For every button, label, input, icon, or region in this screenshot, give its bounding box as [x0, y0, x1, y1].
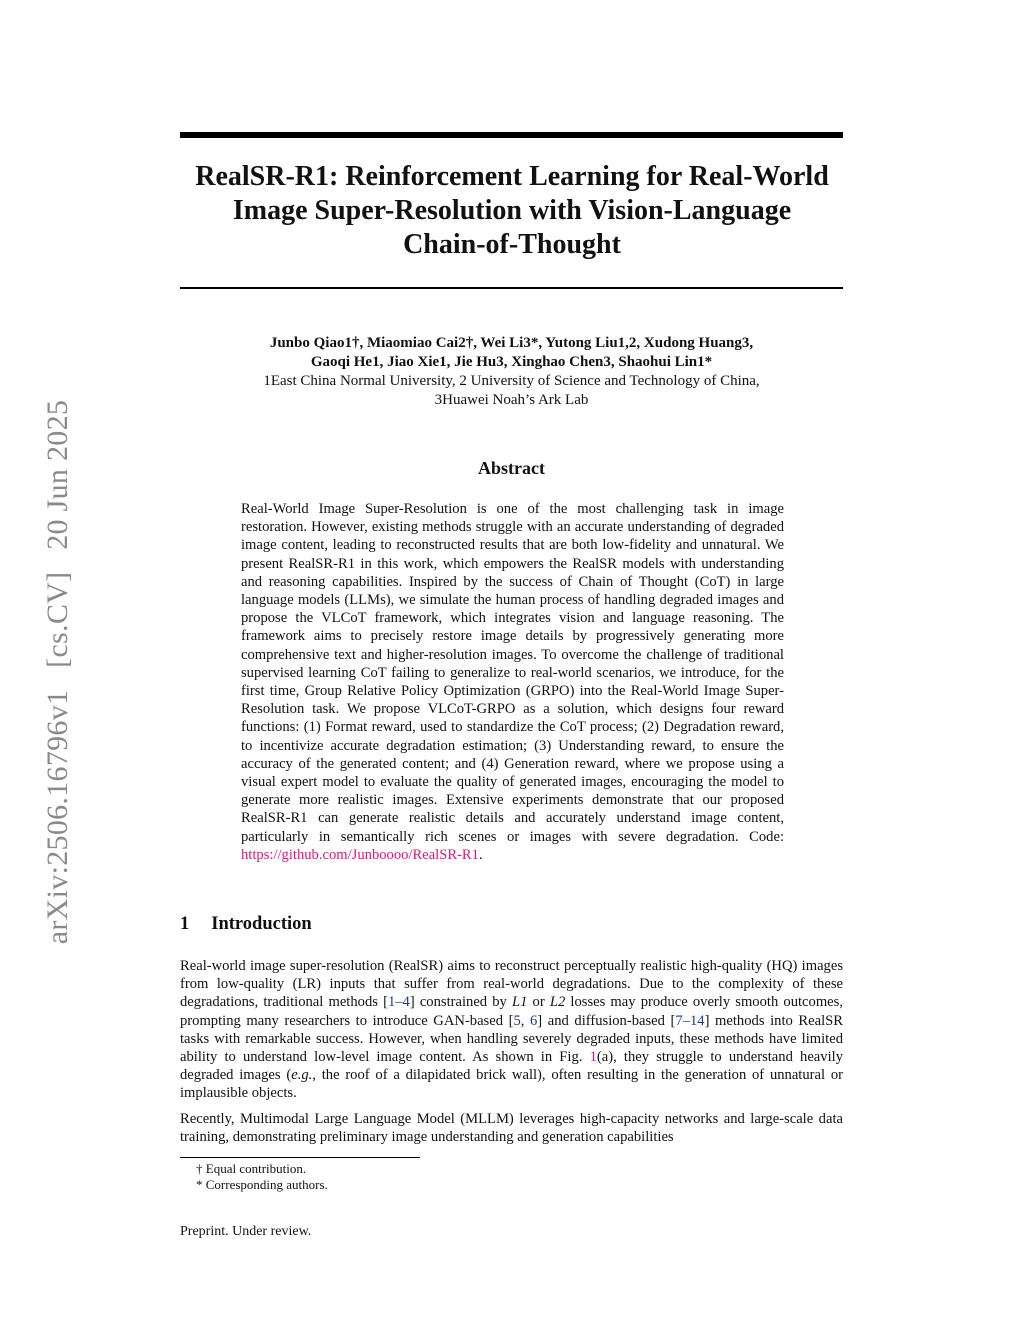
- text-run: or: [527, 994, 550, 1011]
- section-number: 1: [180, 914, 190, 934]
- text-run: (a), they struggle to understand heavily degraded images (: [180, 1049, 843, 1084]
- author-block: [180, 334, 843, 410]
- code-link[interactable]: https://github.com/Junboooo/RealSR-R1: [241, 846, 479, 863]
- paper-title: [150, 160, 874, 262]
- section-heading-introduction: [180, 914, 312, 935]
- figure-link[interactable]: 1: [589, 1049, 597, 1066]
- author-line-2: Gaoqi He1, Jiao Xie1, Jie Hu3, Xinghao Chen3, Shaohui Lin1*: [310, 354, 713, 370]
- abstract-end: .: [478, 846, 483, 863]
- title-top-rule: [180, 132, 843, 138]
- text-run: ,: [520, 1012, 530, 1029]
- introduction-body: [180, 957, 843, 1153]
- citation-link[interactable]: 7–14: [675, 1012, 705, 1029]
- citation-link[interactable]: 6: [530, 1012, 538, 1029]
- math-l2: L2: [549, 994, 566, 1011]
- text-run: ] and diffusion-based [: [537, 1012, 676, 1029]
- text-run: ] constrained by: [409, 994, 512, 1011]
- footnote-rule: [180, 1157, 420, 1158]
- citation-link[interactable]: 5: [513, 1012, 521, 1029]
- arxiv-sidebar: [41, 386, 75, 944]
- footnotes: [196, 1161, 328, 1193]
- section-title: Introduction: [211, 914, 312, 934]
- text-run: ] methods into RealSR tasks with remarkable success. However, when handling severely degraded inputs, these methods have limited ability to understand low-level image content. As shown in Fig.: [180, 1012, 843, 1066]
- text-run: , the roof of a dilapidated brick wall), often resulting in the generation of unnatural or implausible objects.: [180, 1067, 843, 1102]
- math-l1: L1: [511, 994, 528, 1011]
- title-line-1: RealSR-R1: Reinforcement Learning for Real-World: [195, 161, 829, 192]
- text-run: losses may produce overly smooth outcomes, prompting many researchers to introduce GAN-based [: [180, 994, 843, 1029]
- affiliation-line-2: 3Huawei Noah’s Ark Lab: [434, 392, 589, 408]
- intro-paragraph-2: Recently, Multimodal Large Language Model (MLLM) leverages high-capacity networks and large-scale data training, demonstrating preliminary image understanding and generation capabilities: [180, 1110, 843, 1145]
- eg-italic: e.g.: [291, 1067, 313, 1084]
- arxiv-category: [cs.CV]: [41, 571, 74, 668]
- intro-paragraph-1: [180, 957, 843, 1103]
- citation-link[interactable]: 1–4: [387, 994, 410, 1011]
- author-line-1: Junbo Qiao1†, Miaomiao Cai2†, Wei Li3*, Yutong Liu1,2, Xudong Huang3,: [269, 335, 754, 351]
- preprint-footer: Preprint. Under review.: [180, 1224, 312, 1239]
- title-line-2: Image Super-Resolution with Vision-Language: [232, 195, 792, 226]
- abstract-heading: Abstract: [478, 458, 545, 478]
- arxiv-id: arXiv:2506.16796v1: [41, 689, 74, 945]
- title-bottom-rule: [180, 287, 843, 289]
- footnote-corresponding: * Corresponding authors.: [196, 1177, 328, 1192]
- abstract-body: Real-World Image Super-Resolution is one of the most challenging task in image restoration. However, existing methods struggle with an accurate understanding of degraded image content, leading to reconstructed results that are both low-fidelity and unnatural. We present RealSR-R1 in this work, which empowers the RealSR models with understanding and reasoning capabilities. Inspired by the success of Chain of Thought (CoT) in large language models (LLMs), we simulate the human process of handling degraded images and propose the VLCoT framework, which integrates vision and language reasoning. The framework aims to precisely restore image details by progressively generating more comprehensive text and higher-resolution images. To overcome the challenge of traditional supervised learning CoT failing to generalize to real-world scenarios, we introduce, for the first time, Group Relative Policy Optimization (GRPO) into the Real-World Image Super-Resolution task. We propose VLCoT-GRPO as a solution, which designs four reward functions: (1) Format reward, used to standardize the CoT process; (2) Degradation reward, to incentivize accurate degradation estimation; (3) Understanding reward, to ensure the accuracy of the generated content; and (4) Generation reward, where we propose using a visual expert model to evaluate the quality of generated images, encouraging the model to generate more realistic images. Extensive experiments demonstrate that our proposed RealSR-R1 can generate realistic details and accurately understand image content, particularly in semantically rich scenes or images with severe degradation. Code:: [241, 501, 784, 845]
- arxiv-date: 20 Jun 2025: [41, 399, 74, 550]
- footnote-equal: † Equal contribution.: [196, 1161, 307, 1176]
- abstract-text: [241, 500, 784, 864]
- text-run: Real-world image super-resolution (RealSR) aims to reconstruct perceptually realistic high-quality (HQ) images from low-quality (LR) inputs that suffer from real-world degradations. Due to the complexity of these degradations, traditional methods [: [180, 958, 843, 1011]
- title-line-3: Chain-of-Thought: [403, 229, 621, 260]
- affiliation-line-1: 1East China Normal University, 2 University of Science and Technology of China,: [263, 373, 760, 389]
